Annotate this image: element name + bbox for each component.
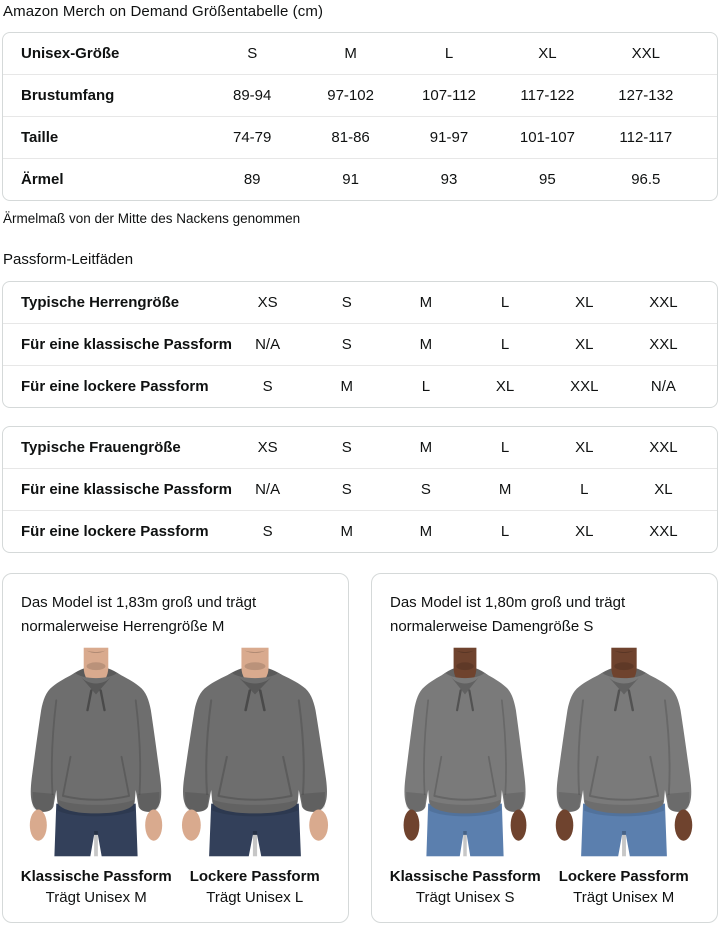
womens-fit-table	[2, 426, 718, 553]
size-cell: M	[340, 523, 353, 540]
photo-caption	[390, 866, 541, 908]
size-cell: XS	[257, 294, 278, 311]
size-cell: 89-94	[233, 87, 272, 104]
size-cell: N/A	[255, 336, 281, 353]
worn-size-label: Trägt Unisex M	[45, 889, 147, 906]
size-cell: 101-107	[519, 129, 575, 146]
classic-fit-column	[17, 645, 176, 908]
unisex-size-table	[2, 32, 718, 201]
row-label: Typische Frauengröße	[21, 439, 181, 456]
model-cards	[2, 573, 718, 923]
size-cell: M	[344, 45, 357, 62]
size-cell: XS	[257, 439, 278, 456]
hoodie-model-illustration	[21, 645, 172, 859]
size-cell: 97-102	[327, 87, 374, 104]
size-cell: L	[500, 439, 510, 456]
size-cell: N/A	[650, 378, 676, 395]
size-cell: 89	[243, 171, 261, 188]
size-cell: M	[419, 336, 433, 353]
photo-caption	[559, 866, 689, 908]
size-cell: 95	[539, 171, 556, 188]
table-row	[3, 323, 717, 365]
size-cell: XL	[538, 45, 557, 62]
size-cell: L	[421, 378, 431, 395]
size-cell: S	[262, 378, 273, 395]
fit-label: Lockere Passform	[558, 868, 689, 885]
loose-fit-column	[545, 645, 704, 908]
fit-label: Lockere Passform	[189, 868, 320, 885]
table-row	[3, 468, 717, 510]
size-cell: S	[247, 45, 258, 62]
row-label: Ärmel	[21, 171, 64, 188]
size-cell: L	[500, 523, 510, 540]
size-cell: XXL	[649, 523, 678, 540]
mens-fit-table	[2, 281, 718, 408]
page-title: Amazon Merch on Demand Größentabelle (cm)	[3, 3, 324, 20]
photo-row	[386, 645, 703, 908]
size-cell: 112-117	[619, 129, 673, 146]
row-label: Für eine lockere Passform	[21, 378, 209, 395]
size-cell: 96.5	[631, 171, 661, 188]
row-label: Für eine klassische Passform	[21, 481, 232, 498]
size-cell: S	[341, 439, 352, 456]
size-cell: M	[419, 294, 433, 311]
row-label: Für eine lockere Passform	[21, 523, 209, 540]
hoodie-model-illustration	[546, 645, 702, 859]
size-cell: 81-86	[331, 129, 370, 146]
size-cell: 74-79	[233, 129, 272, 146]
row-label: Typische Herrengröße	[21, 294, 180, 311]
worn-size-label: Trägt Unisex L	[206, 889, 304, 906]
fit-guides-heading: Passform-Leitfäden	[3, 251, 134, 268]
male-loose-fit-photo	[177, 645, 333, 859]
size-cell: XXL	[649, 294, 678, 311]
table-row	[3, 427, 717, 468]
size-cell: XL	[575, 294, 594, 311]
hoodie-model-illustration	[395, 645, 535, 859]
table-row	[3, 74, 717, 116]
size-cell: N/A	[255, 481, 281, 498]
worn-size-label: Trägt Unisex M	[573, 889, 675, 906]
size-cell: M	[498, 481, 512, 498]
size-cell: L	[580, 481, 589, 498]
size-cell: XL	[654, 481, 673, 498]
size-cell: L	[500, 336, 510, 353]
size-cell: XL	[575, 336, 594, 353]
fit-label: Klassische Passform	[389, 868, 541, 885]
size-cell: XL	[495, 378, 515, 395]
size-cell: XXL	[649, 439, 678, 456]
female-loose-fit-photo	[546, 645, 702, 859]
photo-caption	[190, 866, 320, 908]
worn-size-label: Trägt Unisex S	[415, 889, 515, 906]
size-cell: 91-97	[429, 129, 469, 146]
table-row	[3, 116, 717, 158]
size-cell: 127-132	[618, 87, 674, 104]
size-cell: XXL	[631, 45, 660, 62]
model-description: Das Model ist 1,80m groß und trägt normalerweise Damengröße S	[390, 594, 626, 635]
table-row	[3, 33, 717, 74]
size-cell: L	[500, 294, 510, 311]
male-model-card	[2, 573, 349, 923]
male-classic-fit-photo	[18, 645, 174, 859]
size-cell: S	[262, 523, 273, 540]
female-model-card	[371, 573, 718, 923]
photo-row	[17, 645, 334, 908]
size-cell: 117-122	[520, 87, 575, 104]
size-cell: S	[341, 336, 352, 353]
classic-fit-column	[386, 645, 545, 908]
table-row	[3, 365, 717, 407]
size-cell: S	[341, 481, 352, 498]
table-row	[3, 510, 717, 552]
loose-fit-column	[176, 645, 335, 908]
female-classic-fit-photo	[387, 645, 543, 859]
fit-label: Klassische Passform	[20, 868, 172, 885]
size-cell: L	[444, 45, 454, 62]
photo-caption	[21, 866, 172, 908]
row-label: Unisex-Größe	[21, 45, 120, 62]
size-cell: XL	[575, 439, 594, 456]
size-cell: M	[340, 378, 353, 395]
hoodie-model-illustration	[177, 645, 333, 859]
row-label: Taille	[21, 129, 59, 146]
row-label: Brustumfang	[21, 87, 115, 104]
size-cell: 91	[342, 171, 359, 188]
size-cell: S	[420, 481, 431, 498]
model-description: Das Model ist 1,83m groß und trägt normalerweise Herrengröße M	[21, 594, 257, 635]
size-cell: XXL	[649, 336, 678, 353]
size-cell: S	[341, 294, 352, 311]
size-cell: 107-112	[422, 87, 476, 104]
size-cell: M	[419, 523, 433, 540]
size-cell: 93	[440, 171, 458, 188]
sleeve-measure-note: Ärmelmaß von der Mitte des Nackens genommen	[3, 211, 301, 226]
row-label: Für eine klassische Passform	[21, 336, 232, 353]
size-cell: XXL	[570, 378, 599, 395]
size-cell: M	[419, 439, 433, 456]
size-cell: XL	[575, 523, 594, 540]
table-row	[3, 158, 717, 200]
table-row	[3, 282, 717, 323]
